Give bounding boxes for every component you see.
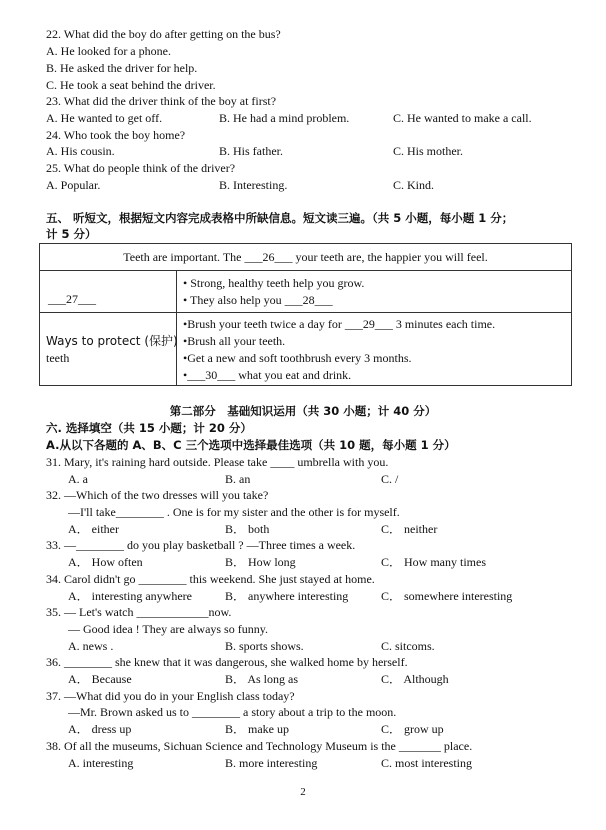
- table-row2-label: Ways to protect (保护): [46, 334, 178, 348]
- q35-option-b[interactable]: B. sports shows.: [225, 639, 304, 653]
- q32-option-c[interactable]: C． neither: [381, 522, 438, 536]
- q35-text-cont: — Good idea ! They are always so funny.: [68, 622, 268, 636]
- q34-option-c[interactable]: C． somewhere interesting: [381, 589, 513, 603]
- info-table: [39, 243, 572, 386]
- table-header: Teeth are important. The ___26___ your teeth are, the happier you will feel.: [123, 250, 488, 264]
- q24-option-b[interactable]: B. His father.: [219, 144, 283, 158]
- q25-option-b[interactable]: B. Interesting.: [219, 178, 288, 192]
- q38-text: 38. Of all the museums, Sichuan Science and Technology Museum is the _______ place.: [46, 739, 473, 753]
- q34-option-a[interactable]: A． interesting anywhere: [68, 589, 192, 603]
- section6-heading: 六. 选择填空（共 15 小题；计 20 分）: [46, 421, 252, 435]
- blank-27[interactable]: ___27___: [48, 292, 96, 306]
- table-divider: [40, 270, 571, 271]
- q23-text: 23. What did the driver think of the boy at first?: [46, 94, 277, 108]
- q36-option-a[interactable]: A． Because: [68, 672, 132, 686]
- q23-option-b[interactable]: B. He had a mind problem.: [219, 111, 350, 125]
- q24-text: 24. Who took the boy home?: [46, 128, 186, 142]
- q32-option-b[interactable]: B． both: [225, 522, 270, 536]
- q25-option-c[interactable]: C. Kind.: [393, 178, 435, 192]
- q31-option-c[interactable]: C. /: [381, 472, 399, 486]
- q37-text: 37. —What did you do in your English class today?: [46, 689, 295, 703]
- q24-option-a[interactable]: A. His cousin.: [46, 144, 115, 158]
- q38-option-a[interactable]: A. interesting: [68, 756, 134, 770]
- q33-option-a[interactable]: A． How often: [68, 555, 143, 569]
- q32-text-cont: —I'll take________ . One is for my sister and the other is for myself.: [68, 505, 400, 519]
- page-number: 2: [300, 786, 306, 798]
- q23-option-c[interactable]: C. He wanted to make a call.: [393, 111, 532, 125]
- part2-title: 第二部分 基础知识运用（共 30 小题；计 40 分）: [169, 404, 437, 418]
- q31-option-b[interactable]: B. an: [225, 472, 251, 486]
- q35-option-a[interactable]: A. news .: [68, 639, 114, 653]
- q22-text: 22. What did the boy do after getting on the bus?: [46, 27, 281, 41]
- table-row1-line2: • They also help you ___28___: [183, 293, 333, 307]
- q22-option-c[interactable]: C. He took a seat behind the driver.: [46, 78, 216, 92]
- q37-option-b[interactable]: B． make up: [225, 722, 289, 736]
- table-row2-line2: •Brush all your teeth.: [183, 334, 286, 348]
- q34-text: 34. Carol didn't go ________ this weekend. She just stayed at home.: [46, 572, 375, 586]
- q25-text: 25. What do people think of the driver?: [46, 161, 236, 175]
- q24-option-c[interactable]: C. His mother.: [393, 144, 464, 158]
- q31-option-a[interactable]: A. a: [68, 472, 88, 486]
- q31-text: 31. Mary, it's raining hard outside. Please take ____ umbrella with you.: [46, 455, 389, 469]
- q33-option-c[interactable]: C． How many times: [381, 555, 486, 569]
- q32-text: 32. —Which of the two dresses will you take?: [46, 488, 269, 502]
- q35-text: 35. — Let's watch ____________now.: [46, 605, 232, 619]
- q36-text: 36. ________ she knew that it was dangerous, she walked home by herself.: [46, 655, 408, 669]
- q22-option-a[interactable]: A. He looked for a phone.: [46, 44, 171, 58]
- section5-heading: 五、 听短文，根据短文内容完成表格中所缺信息。短文读三遍。（共 5 小题，每小题 1 分；: [46, 211, 514, 225]
- table-row2-label-cont: teeth: [46, 351, 70, 365]
- q23-option-a[interactable]: A. He wanted to get off.: [46, 111, 163, 125]
- q25-option-a[interactable]: A. Popular.: [46, 178, 101, 192]
- q32-option-a[interactable]: A． either: [68, 522, 119, 536]
- table-row2-line4: •___30___ what you eat and drink.: [183, 368, 352, 382]
- table-divider: [40, 312, 571, 313]
- sectionA-heading: A.从以下各题的 A、B、C 三个选项中选择最佳选项（共 10 题，每小题 1 分）: [46, 438, 456, 452]
- q37-text-cont: —Mr. Brown asked us to ________ a story about a trip to the moon.: [68, 705, 397, 719]
- q36-option-b[interactable]: B． As long as: [225, 672, 299, 686]
- table-column-divider: [176, 271, 177, 385]
- q34-option-b[interactable]: B． anywhere interesting: [225, 589, 349, 603]
- q35-option-c[interactable]: C. sitcoms.: [381, 639, 435, 653]
- q33-option-b[interactable]: B． How long: [225, 555, 296, 569]
- q37-option-a[interactable]: A． dress up: [68, 722, 132, 736]
- q36-option-c[interactable]: C． Although: [381, 672, 449, 686]
- q37-option-c[interactable]: C． grow up: [381, 722, 444, 736]
- q38-option-b[interactable]: B. more interesting: [225, 756, 318, 770]
- section5-heading-cont: 计 5 分）: [46, 227, 97, 241]
- table-row1-line1: • Strong, healthy teeth help you grow.: [183, 276, 365, 290]
- q38-option-c[interactable]: C. most interesting: [381, 756, 472, 770]
- table-row2-line3: •Get a new and soft toothbrush every 3 months.: [183, 351, 412, 365]
- table-row2-line1: •Brush your teeth twice a day for ___29___ 3 minutes each time.: [183, 317, 496, 331]
- q22-option-b[interactable]: B. He asked the driver for help.: [46, 61, 198, 75]
- q33-text: 33. —________ do you play basketball ? —Three times a week.: [46, 538, 356, 552]
